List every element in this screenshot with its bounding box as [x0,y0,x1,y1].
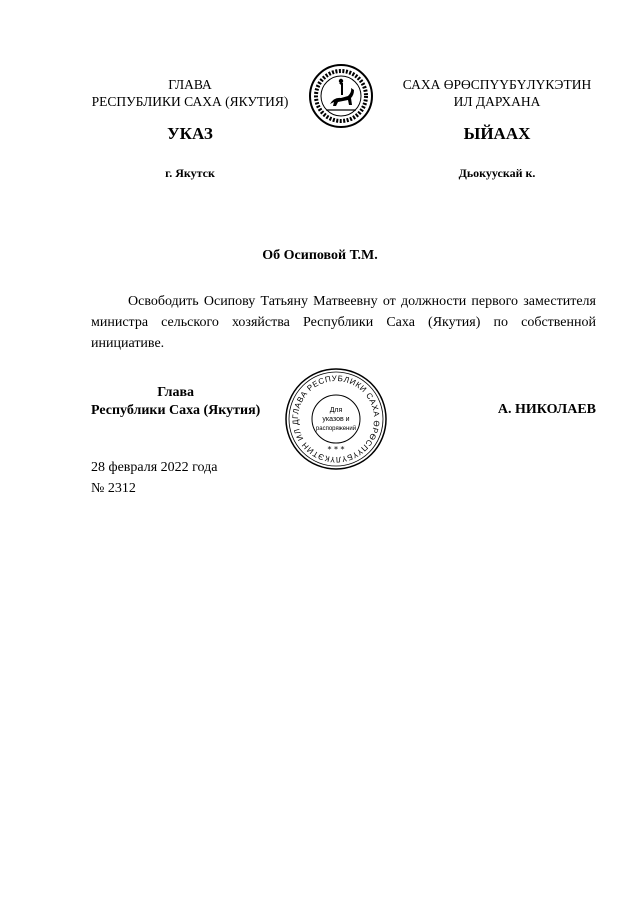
signature-name: А. НИКОЛАЕВ [497,402,596,417]
official-seal [284,367,388,471]
coat-of-arms-emblem [308,63,374,129]
doc-type-left: УКАЗ [167,124,213,143]
header-right [393,76,601,110]
seal-center-line2: указов и [322,416,350,423]
signature-position [91,384,260,420]
city-left: г. Якутск [165,166,215,180]
decree-date: 28 февраля 2022 года [91,460,218,475]
header-right-line2: ИЛ ДАРХАНА [453,94,541,109]
signature-position-line2: Республики Саха (Якутия) [91,403,261,418]
date-number-block [91,457,218,499]
decree-body: Освободить Осипову Татьяну Матвеевну от должности первого заместителя министра сельского хозяйства Республики Саха (Якутия) по собственной инициативе. [91,294,596,351]
header-left [85,76,295,110]
decree-number: № 2312 [91,481,136,496]
seal-ring-text: ГЛАВА РЕСПУБЛИКИ САХА ӨРӨСПҮҮБҮЛҮКЭТИН ИЛ Д [290,373,382,465]
header-right-line1: САХА ӨРӨСПҮҮБҮЛҮКЭТИН [402,77,592,92]
seal-center-line1: Для [329,407,343,414]
header-left-line1: ГЛАВА [168,77,212,92]
seal-center-line3: распоряжений [315,426,357,432]
decree-title: Об Осиповой Т.М. [262,248,378,263]
svg-text:* * *: * * * [327,445,345,454]
doc-type-right: ЫЙААХ [463,124,531,143]
header-left-line2: РЕСПУБЛИКИ САХА (ЯКУТИЯ) [91,94,289,109]
signature-position-line1: Глава [157,385,195,400]
city-right: Дьокуускай к. [458,166,536,180]
